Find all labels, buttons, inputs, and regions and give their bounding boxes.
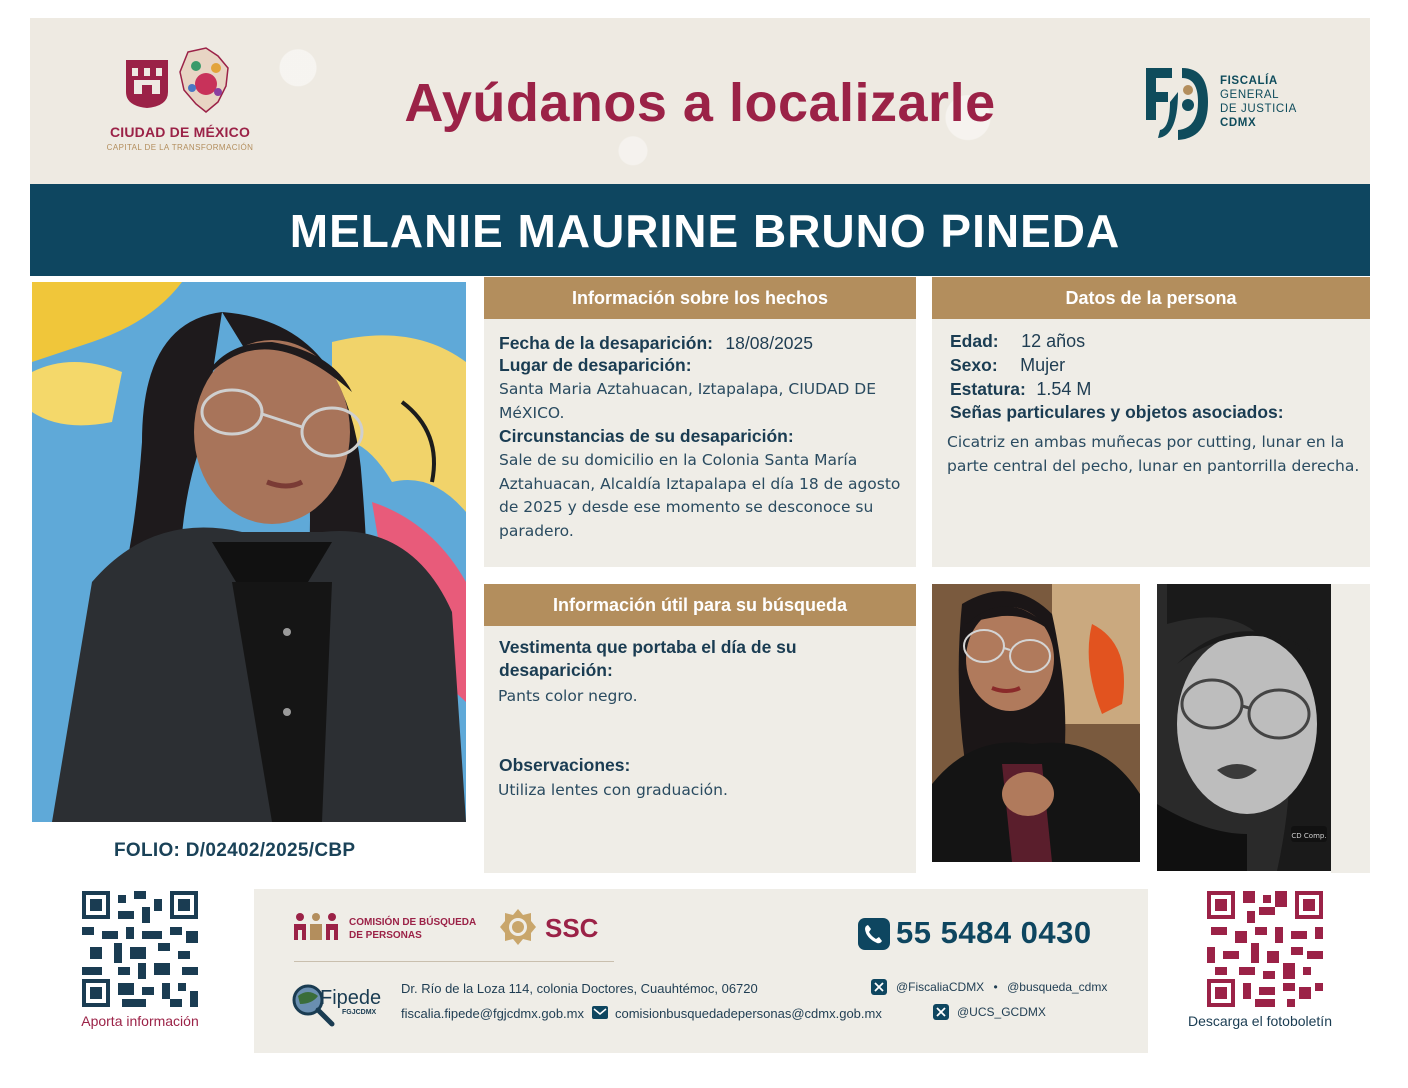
obs-label: Observaciones: [499,755,631,775]
email-comision[interactable]: comisionbusquedadepersonas@cdmx.gob.mx [615,1006,882,1021]
phone-number[interactable]: 55 5484 0430 [896,915,1092,950]
senas-label: Señas particulares y objetos asociados: [950,402,1284,422]
hechos-body [499,333,909,543]
secondary-photo-2-image [1157,584,1331,871]
fgj-mark-icon [1138,62,1214,144]
main-photo-image [32,282,466,822]
busqueda-panel [484,584,916,873]
senas-value: Cicatriz en ambas muñecas por cutting, lunar en la parte central del pecho, lunar en pantorrilla derecha. [947,433,1360,475]
comision-logo-icon [292,912,340,942]
sexo-value: Mujer [1020,355,1066,375]
qr-left-caption: Aporta información [81,1013,199,1029]
main-photo [32,282,466,822]
vestimenta-label [499,636,829,682]
cdmx-logo [100,44,260,164]
edad-label: Edad: [950,331,999,351]
photo-badge: CD Comp. [1291,832,1327,840]
folio: FOLIO: D/02402/2025/CBP [114,840,356,861]
person-name: MELANIE MAURINE BRUNO PINEDA [289,205,1121,257]
datos-heading: Datos de la persona [932,277,1370,319]
x-social-icon [871,979,887,995]
qr-right-caption: Descarga el fotoboletín [1188,1013,1332,1029]
fgj-line-2: GENERAL [1220,89,1280,101]
fgj-line-4: CDMX [1220,117,1257,129]
datos-panel [932,277,1370,567]
social-fiscalia-handle[interactable]: @FiscaliaCDMX [896,980,985,994]
cdmx-heart-map-icon [178,46,232,114]
cdmx-tagline: CAPITAL DE LA TRANSFORMACIÓN [106,143,254,152]
ssc-label: SSC [545,913,599,943]
estatura-value: 1.54 M [1036,379,1092,399]
qr-code-right-icon[interactable] [1207,891,1323,1007]
divider [294,961,614,962]
vestimenta-label-text: Vestimenta que portaba el día de su desaparición: [499,637,797,680]
secondary-photo-1-image [932,584,1140,862]
secondary-photo-2 [1157,584,1331,871]
social-separator: • [993,980,998,994]
lugar-value: Santa Maria Aztahuacan, Iztapalapa, CIUDAD DE MéXICO. [499,380,877,422]
comision-line-1: COMISIÓN DE BÚSQUEDA [349,917,477,928]
fipede-label: Fipede [320,987,382,1009]
page-title: Ayúdanos a localizarle [404,73,996,133]
name-bar [30,184,1370,276]
contact-band [254,889,1148,1053]
estatura-label: Estatura: [950,379,1026,399]
datos-body [950,331,1370,423]
secondary-photo-1 [932,584,1140,862]
hechos-heading: Información sobre los hechos [484,277,916,319]
phone-icon [858,918,890,950]
qr-code-left-icon[interactable] [82,891,198,1007]
fipede-sub: FGJCDMX [342,1009,377,1016]
busqueda-heading: Información útil para su búsqueda [484,584,916,626]
fgj-text [1220,74,1297,130]
social-ucs[interactable]: @UCS_GCDMX [957,1005,1046,1019]
hechos-panel [484,277,916,567]
obs-value: Utiliza lentes con graduación. [498,781,728,799]
fgj-logo [1138,62,1338,152]
comision-line-2: DE PERSONAS [349,930,422,941]
circ-value: Sale de su domicilio en la Colonia Santa María Aztahuacan, Alcaldía Iztapalapa el día 18 de agosto de 2025 y desde ese momento se desconoce su paradero. [499,451,901,540]
fecha-value: 18/08/2025 [725,333,814,353]
x-social-icon-2 [933,1004,949,1020]
ssc-badge-icon [499,908,537,946]
photo-panel-filler [1331,584,1370,873]
vestimenta-value: Pants color negro. [498,687,638,705]
mail-icon [592,1006,608,1019]
comision-text [349,916,476,942]
lugar-label: Lugar de desaparición: [499,355,692,375]
edad-value: 12 años [1021,331,1086,351]
fecha-label: Fecha de la desaparición: [499,333,713,353]
header-banner [30,18,1370,184]
email-fipede[interactable]: fiscalia.fipede@fgjcdmx.gob.mx [401,1006,584,1021]
social-fiscalia[interactable] [896,980,1107,994]
sexo-label: Sexo: [950,355,998,375]
fgj-line-3: DE JUSTICIA [1220,103,1297,115]
cdmx-name: CIUDAD DE MÉXICO [109,124,251,140]
circ-label: Circunstancias de su desaparición: [499,426,794,446]
address: Dr. Río de la Loza 114, colonia Doctores, Cuauhtémoc, 06720 [401,981,758,996]
social-busqueda-handle[interactable]: @busqueda_cdmx [1007,980,1108,994]
fgj-line-1: FISCALÍA [1220,75,1278,87]
cdmx-shield-icon [124,58,170,110]
